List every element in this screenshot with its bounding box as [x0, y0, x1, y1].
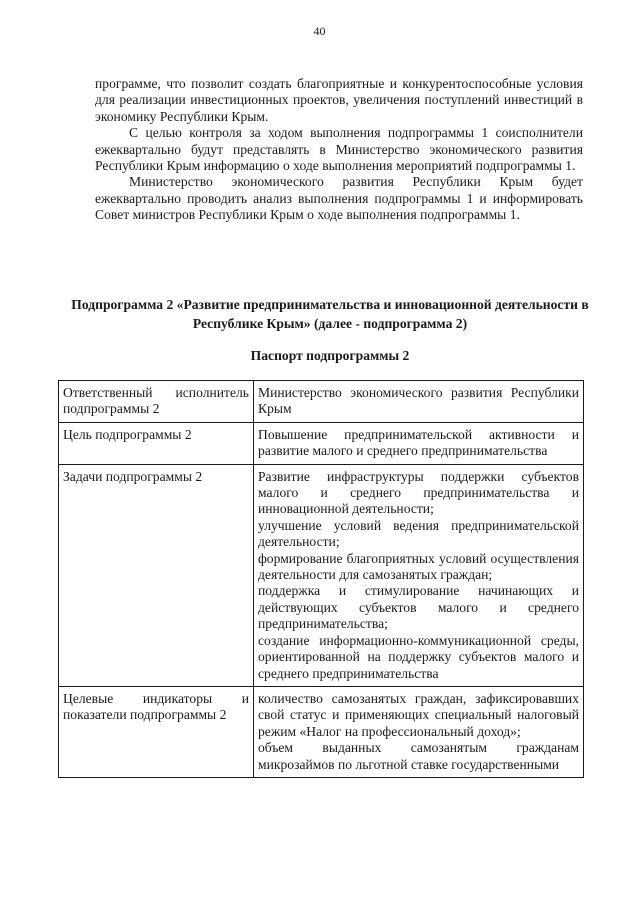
- list-item: Министерство экономического развития Республики Крым: [258, 385, 579, 417]
- row-value-tasks: [254, 464, 584, 686]
- row-label-executor: Ответственный исполнитель подпрограммы 2: [59, 381, 254, 423]
- row-label-indicators: Целевые индикаторы и показатели подпрограммы 2: [59, 686, 254, 777]
- table-row: [59, 422, 584, 464]
- table-row: [59, 381, 584, 423]
- row-label-tasks: Задачи подпрограммы 2: [59, 464, 254, 686]
- intro-paragraph-2: С целью контроля за ходом выполнения подпрограммы 1 соисполнители ежеквартально будут представлять в Министерство экономического развития Республики Крым информацию о ходе выполнения мероприятий подпрограммы 1.: [95, 125, 583, 174]
- list-item: формирование благоприятных условий осуществления деятельности для самозанятых граждан;: [258, 550, 579, 583]
- list-item: Развитие инфраструктуры поддержки субъектов малого и среднего предпринимательства и инновационной деятельности;: [258, 468, 579, 517]
- list-item: поддержка и стимулирование начинающих и действующих субъектов малого и среднего предпринимательства;: [258, 583, 579, 632]
- table-row: [59, 464, 584, 686]
- intro-paragraph-3: Министерство экономического развития Республики Крым будет ежеквартально проводить анализ выполнения подпрограммы 1 и информировать Совет министров Республики Крым о ходе выполнения подпрограммы 1.: [95, 174, 583, 223]
- table-row: [59, 686, 584, 777]
- intro-paragraph-1: программе, что позволит создать благоприятные и конкурентоспособные условия для реализации инвестиционных проектов, увеличения поступлений инвестиций в экономику Республики Крым.: [95, 76, 583, 124]
- page-number: 40: [313, 24, 326, 38]
- intro-text: [95, 76, 583, 224]
- subprogram-heading: Подпрограмма 2 «Развитие предпринимательства и инновационной деятельности в Республике Крым» (далее - подпрограмма 2): [71, 297, 589, 331]
- list-item: объем выданных самозанятым гражданам микрозаймов по льготной ставке государственными: [258, 740, 579, 772]
- passport-table: [58, 380, 584, 778]
- row-value-goal: [254, 422, 584, 464]
- passport-heading: Паспорт подпрограммы 2: [250, 348, 410, 363]
- list-item: улучшение условий ведения предпринимательской деятельности;: [258, 517, 579, 550]
- list-item: Повышение предпринимательской активности и развитие малого и среднего предпринимательства: [258, 426, 579, 459]
- list-item: количество самозанятых граждан, зафиксировавших свой статус и применяющих специальный налоговый режим «Налог на профессиональный доход»;: [258, 690, 579, 739]
- list-item: создание информационно-коммуникационной среды, ориентированной на поддержку субъектов малого и среднего предпринимательства: [258, 632, 579, 681]
- row-label-goal: Цель подпрограммы 2: [59, 422, 254, 464]
- row-value-indicators: [254, 686, 584, 777]
- row-value-executor: [254, 381, 584, 423]
